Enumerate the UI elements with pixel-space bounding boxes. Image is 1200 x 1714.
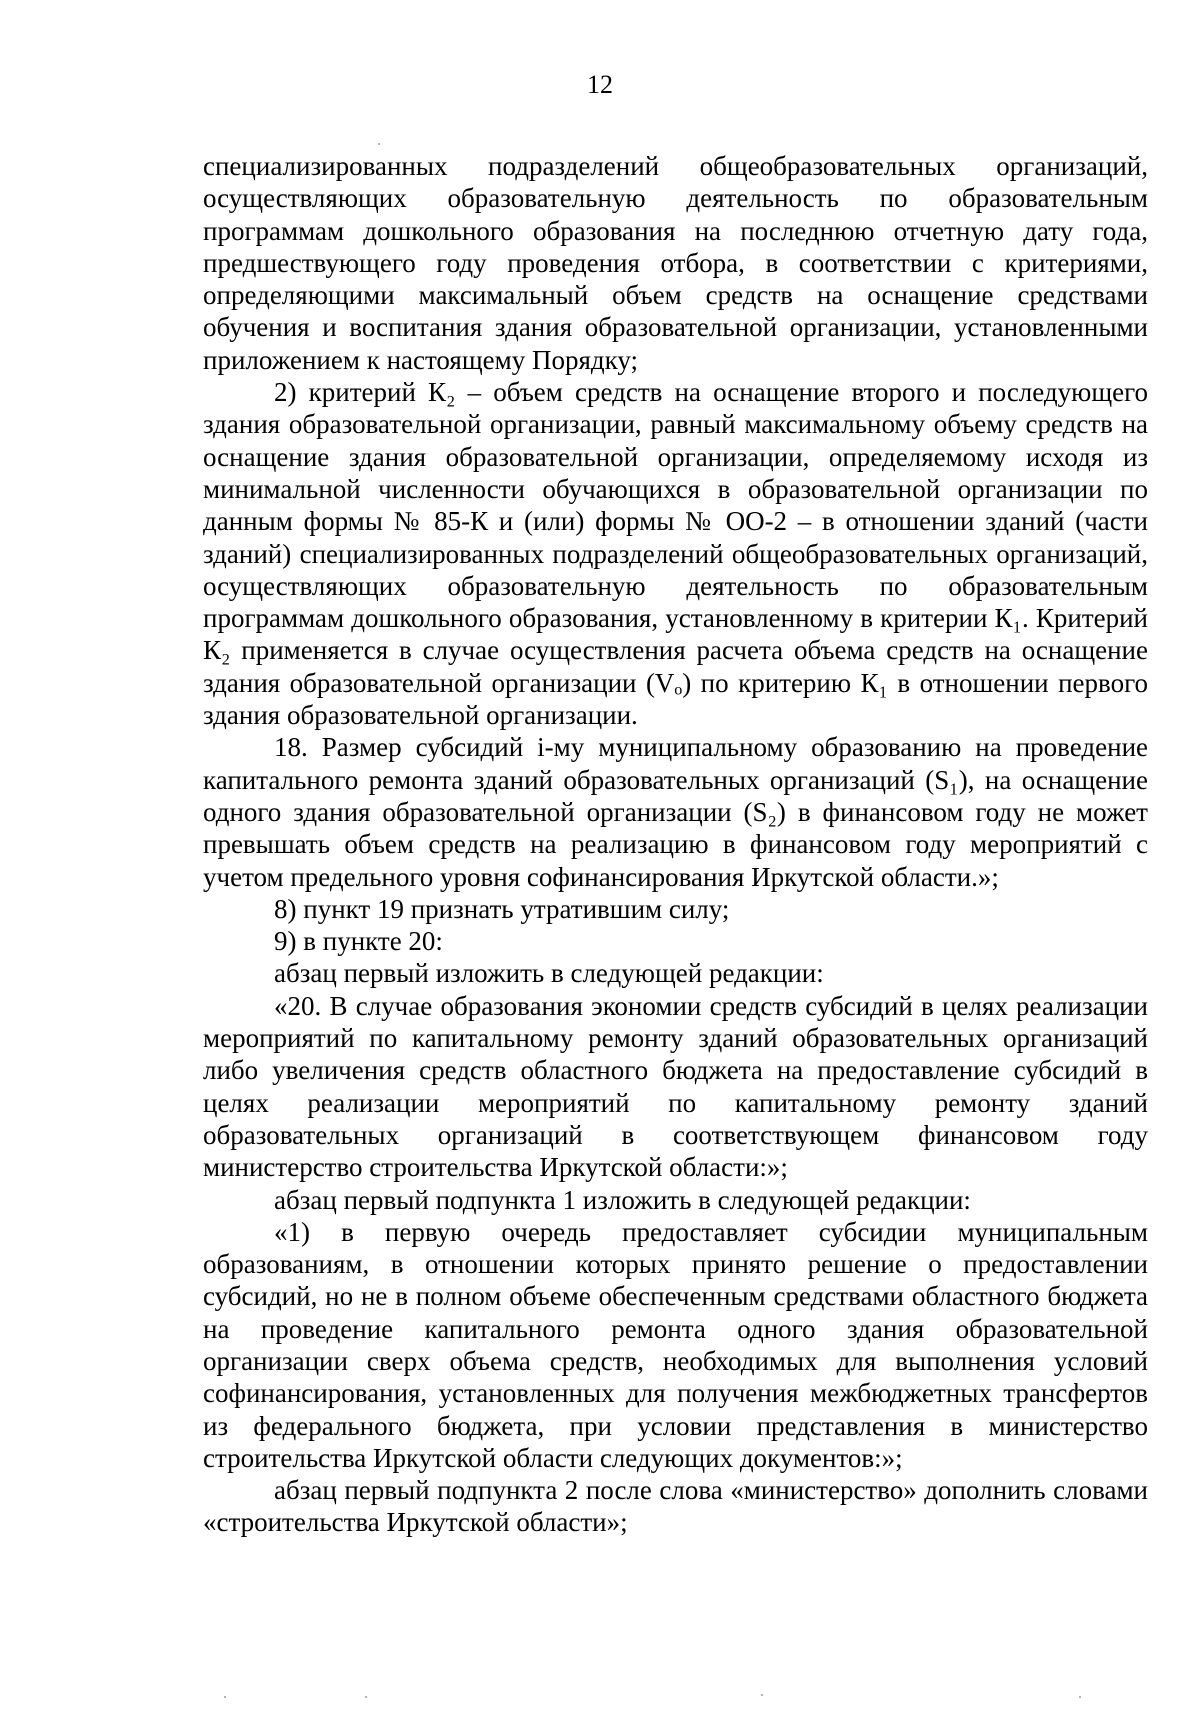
page-number: 12	[587, 70, 613, 99]
scan-speck	[365, 1696, 367, 1698]
paragraph-2: 2) критерий К₂ – объем средств на оснащение второго и последующего здания образовательной организации, равный максимальному объему средств на оснащение здания образовательной организации, определяемому исходя из минимальной численности обучающихся в образовательной организации по данным формы № 85-К и (или) формы № ОО-2 – в отношении зданий (части зданий) специализированных подразделений общеобразовательных организаций, осуществляющих образовательную деятельность по образовательным программам дошкольного образования, установленному в критерии К₁. Критерий К₂ применяется в случае осуществления расчета объема средств на оснащение здания образовательной организации (Vₒ) по критерию К₁ в отношении первого здания образовательной организации.	[203, 377, 1148, 731]
paragraph-10: абзац первый подпункта 2 после слова «министерство» дополнить словами «строительства Иркутской области»;	[203, 1475, 1148, 1538]
scan-speck	[378, 143, 380, 145]
paragraph-4: 8) пункт 19 признать утратившим силу;	[274, 893, 730, 924]
document-body	[203, 150, 1148, 1539]
paragraph-8: абзац первый подпункта 1 изложить в следующей редакции:	[274, 1184, 971, 1215]
paragraph-3: 18. Размер субсидий i-му муниципальному образованию на проведение капитального ремонта зданий образовательных организаций (S₁), на оснащение одного здания образовательной организации (S₂) в финансовом году не может превышать объем средств на реализацию в финансовом году мероприятий с учетом предельного уровня софинансирования Иркутской области.»;	[203, 732, 1148, 892]
paragraph-5: 9) в пункте 20:	[274, 926, 443, 957]
paragraph-1: специализированных подразделений общеобразовательных организаций, осуществляющих образовательную деятельность по образовательным программам дошкольного образования на последнюю отчетную дату года, предшествующего году проведения отбора, в соответствии с критериями, определяющими максимальный объем средств на оснащение средствами обучения и воспитания здания образовательной организации, установленными приложением к настоящему Порядку;	[203, 151, 1148, 375]
scan-speck	[1079, 1696, 1081, 1698]
paragraph-9: «1) в первую очередь предоставляет субсидии муниципальным образованиям, в отношении которых принято решение о предоставлении субсидий, но не в полном объеме обеспеченным средствами областного бюджета на проведение капитального ремонта одного здания образовательной организации сверх объема средств, необходимых для выполнения условий софинансирования, установленных для получения межбюджетных трансфертов из федерального бюджета, при условии представления в министерство строительства Иркутской области следующих документов:»;	[203, 1216, 1148, 1473]
paragraph-6: абзац первый изложить в следующей редакции:	[274, 958, 824, 989]
paragraph-7: «20. В случае образования экономии средств субсидий в целях реализации мероприятий по капитальному ремонту зданий образовательных организаций либо увеличения средств областного бюджета на предоставление субсидий в целях реализации мероприятий по капитальному ремонту зданий образовательных организаций в соответствующем финансовом году министерство строительства Иркутской области:»;	[203, 990, 1148, 1183]
scan-speck	[761, 1694, 763, 1696]
scan-speck	[224, 1696, 226, 1698]
